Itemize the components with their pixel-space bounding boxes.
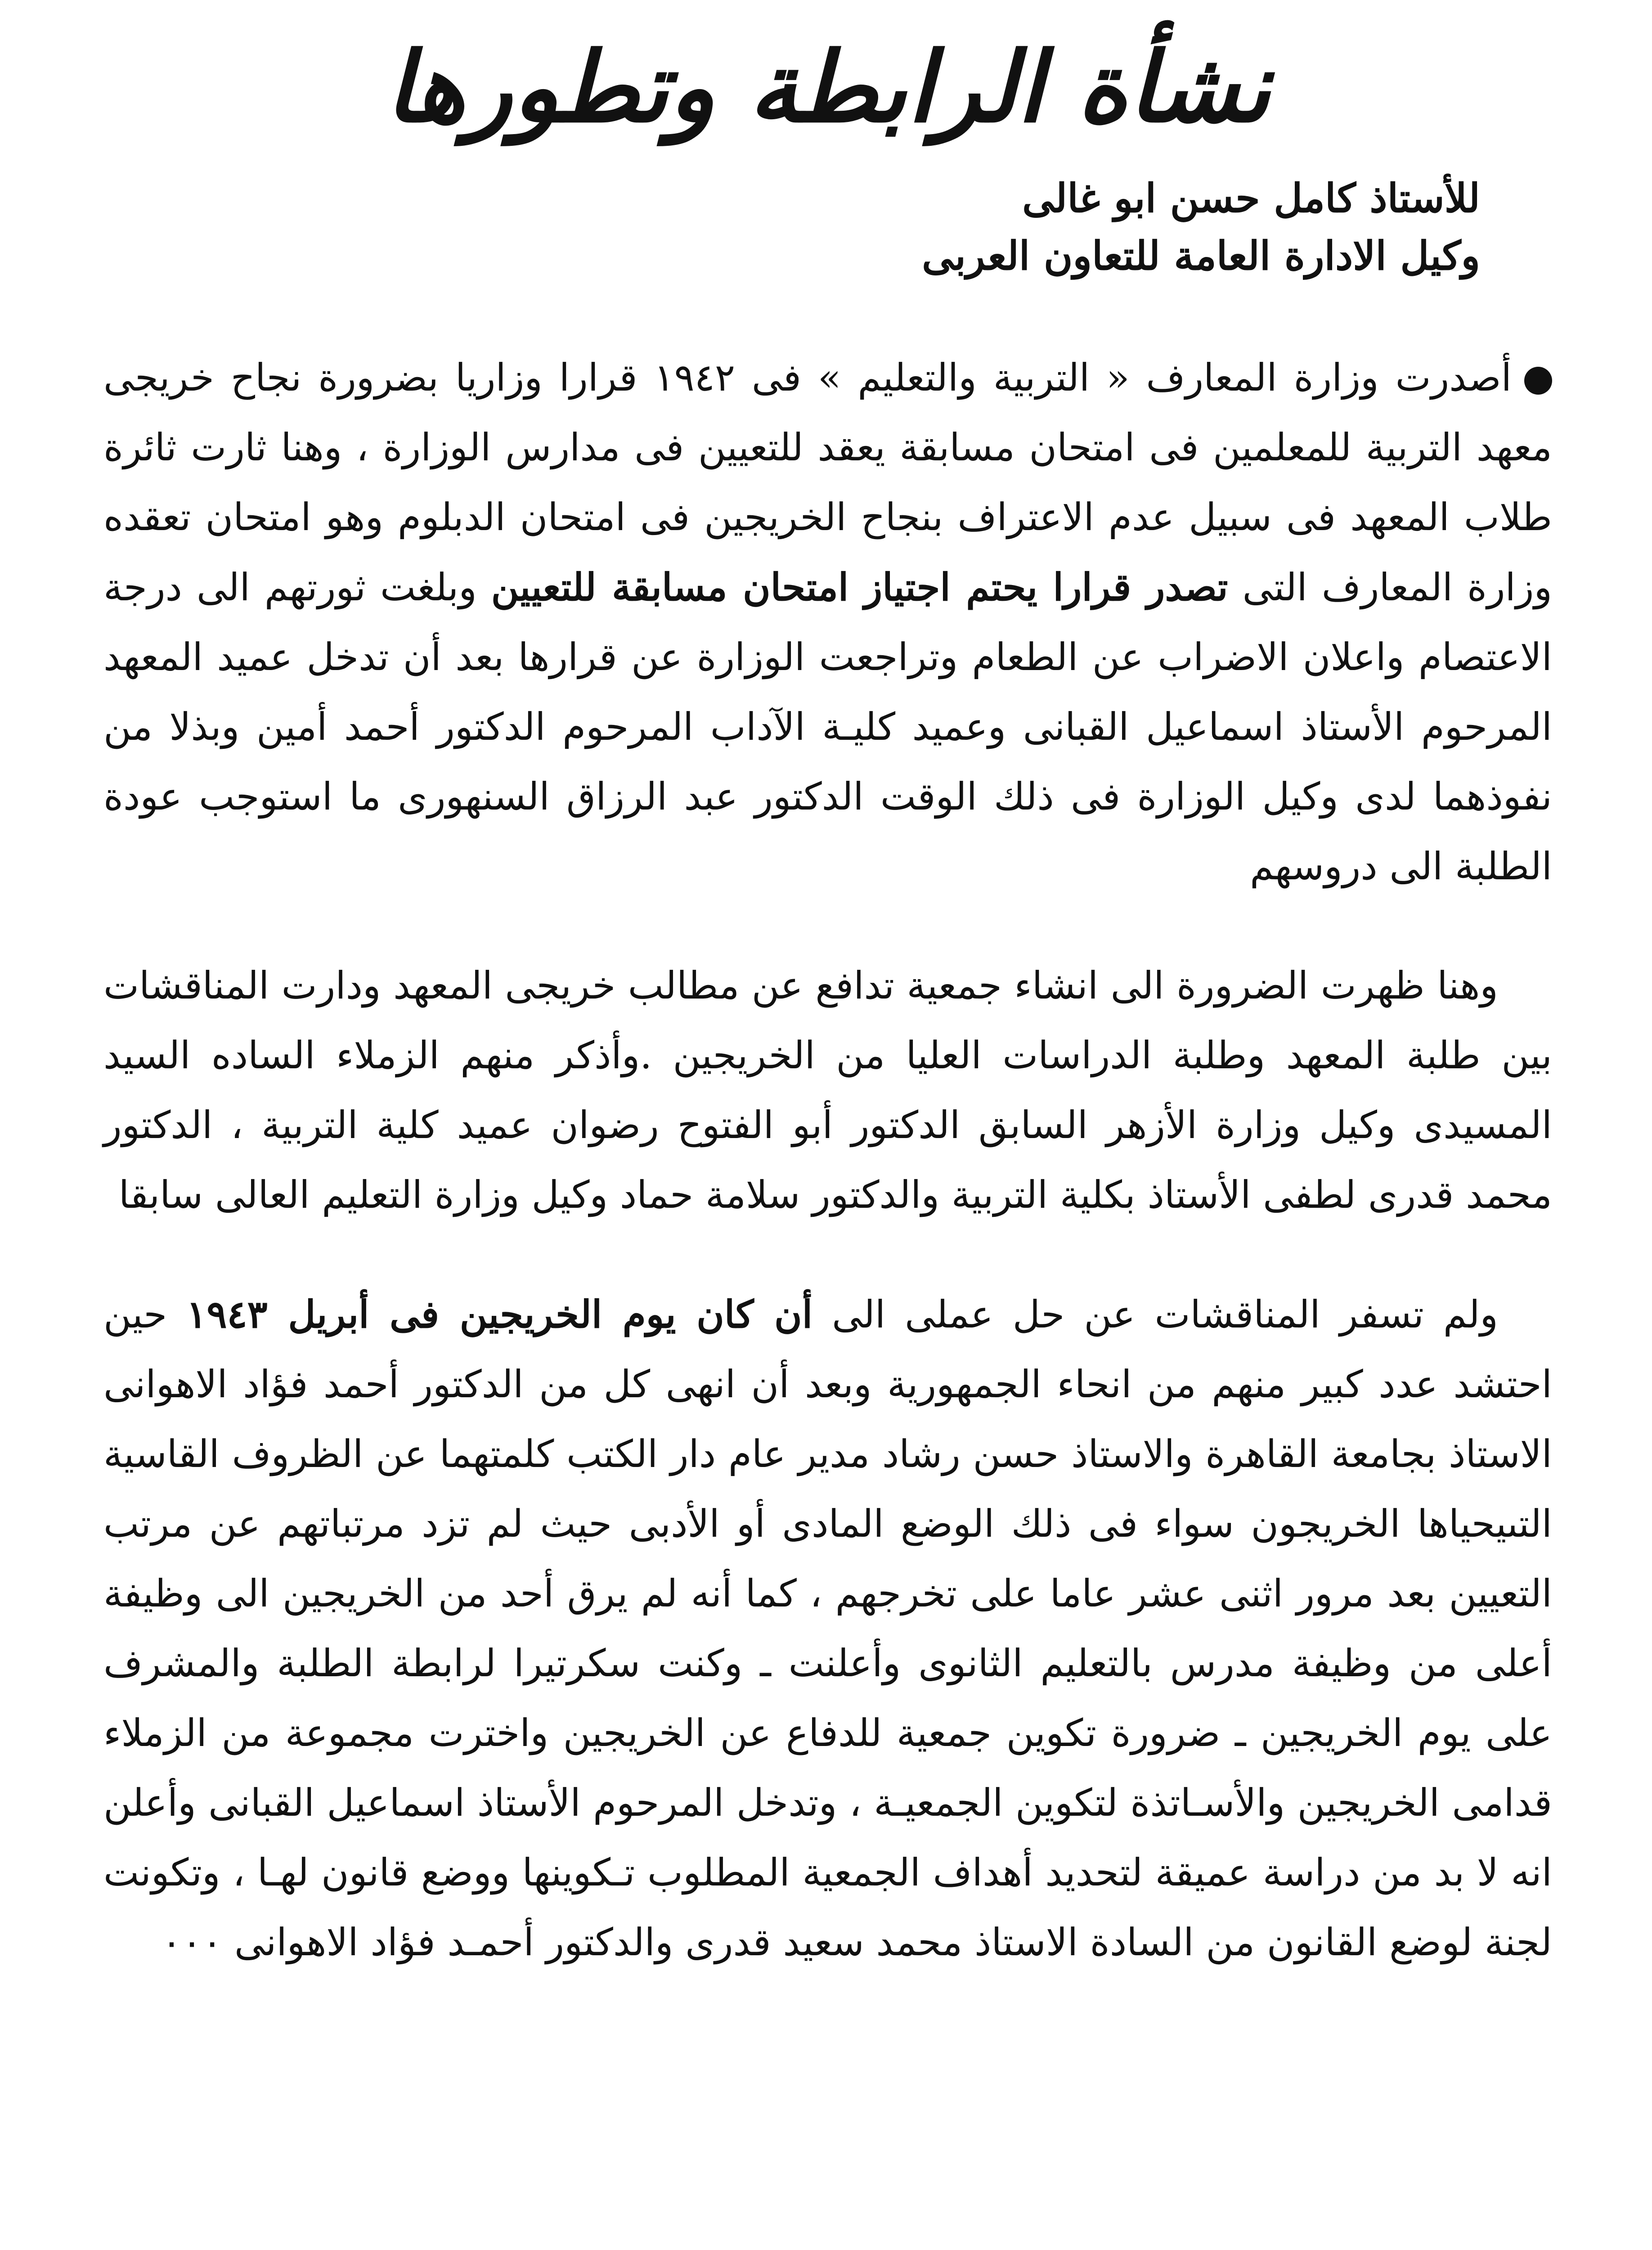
- paragraph-1: [103, 343, 1552, 901]
- paragraph-3: [103, 1279, 1552, 1977]
- author-block: [103, 170, 1480, 284]
- paragraph-3-part-c: حين احتشد عدد كبير منهم من انحاء الجمهورية وبعد أن انهى كل من الدكتور أحمد فؤاد الاهوانى الاستاذ بجامعة القاهرة والاستاذ حسن رشاد مدير عام دار الكتب كلمتهما عن الظروف القاسية التىيحياها الخريجون سواء فى ذلك الوضع المادى أو الأدبى حيث لم تزد مرتباتهم عن مرتب التعيين بعد مرور اثنى عشر عاما على تخرجهم ، كما أنه لم يرق أحد من الخريجين الى وظيفة أعلى من وظيفة مدرس بالتعليم الثانوى وأعلنت ـ وكنت سكرتيرا لرابطة الطلبة والمشرف على يوم الخريجين ـ ضرورة تكوين جمعية للدفاع عن الخريجين واخترت مجموعة من الزملاء قدامى الخريجين والأسـاتذة لتكوين الجمعيـة ، وتدخل المرحوم الأستاذ اسماعيل القبانى وأعلن انه لا بد من دراسة عميقة لتحديد أهداف الجمعية المطلوب تـكوينها ووضع قانون لهـا ، وتكونت لجنة لوضع القانون من السادة الاستاذ محمد سعيد قدرى والدكتور أحمـد فؤاد الاهوانى ٠٠٠: [103, 1292, 1552, 1965]
- author-name: للأستاذ كامل حسن ابو غالى: [1022, 175, 1480, 222]
- article-title: نشأة الرابطة وتطورها: [385, 30, 1271, 144]
- author-role: وكيل الادارة العامة للتعاون العربى: [922, 232, 1480, 279]
- paragraph-1-bold-text: تصدر قرارا يحتم اجتياز امتحان مسابقة للتعيين: [491, 565, 1228, 610]
- paragraph-3-part-a: ولم تسفر المناقشات عن حل عملى الى: [832, 1292, 1498, 1337]
- paragraph-1-part-a: أصدرت وزارة المعارف « التربية والتعليم » فى ١٩٤٢ قرارا وزاريا بضرورة نجاح خريجى معهد التربية للمعلمين فى امتحان مسابقة يعقد للتعيين فى مدارس الوزارة ، وهنا ثارت ثائرة طلاب المعهد فى سبيل عدم الاعتراف بنجاح الخريجين فى امتحان الدبلوم وهو امتحان تعقده وزارة المعارف التى: [103, 356, 1553, 610]
- paragraph-2: وهنا ظهرت الضرورة الى انشاء جمعية تدافع عن مطالب خريجى المعهد ودارت المناقشات بين طلبة المعهد وطلبة الدراسات العليا من الخريجين .وأذكر منهم الزملاء الساده السيد المسيدى وكيل وزارة الأزهر السابق الدكتور أبو الفتوح رضوان عميد كلية التربية ، الدكتور محمد قدرى لطفى الأستاذ بكلية التربية والدكتور سلامة حماد وكيل وزارة التعليم العالى سابقا: [103, 963, 1552, 1217]
- bullet-icon: [1524, 367, 1552, 395]
- paragraph-1-part-c: وبلغت ثورتهم الى درجة الاعتصام واعلان الاضراب عن الطعام وتراجعت الوزارة عن قرارها بعد أن تدخل عميد المعهد المرحوم الأستاذ اسماعيل القبانى وعميد كليـة الآداب المرحوم الدكتور أحمد أمين وبذلا من نفوذهما لدى وكيل الوزارة فى ذلك الوقت الدكتور عبد الرزاق السنهورى ما استوجب عودة الطلبة الى دروسهم: [103, 565, 1552, 889]
- paragraph-3-bold-text: أن كان يوم الخريجين فى أبريل ١٩٤٣: [186, 1292, 813, 1337]
- article-body: [103, 343, 1552, 1977]
- document-page: [103, 32, 1552, 2250]
